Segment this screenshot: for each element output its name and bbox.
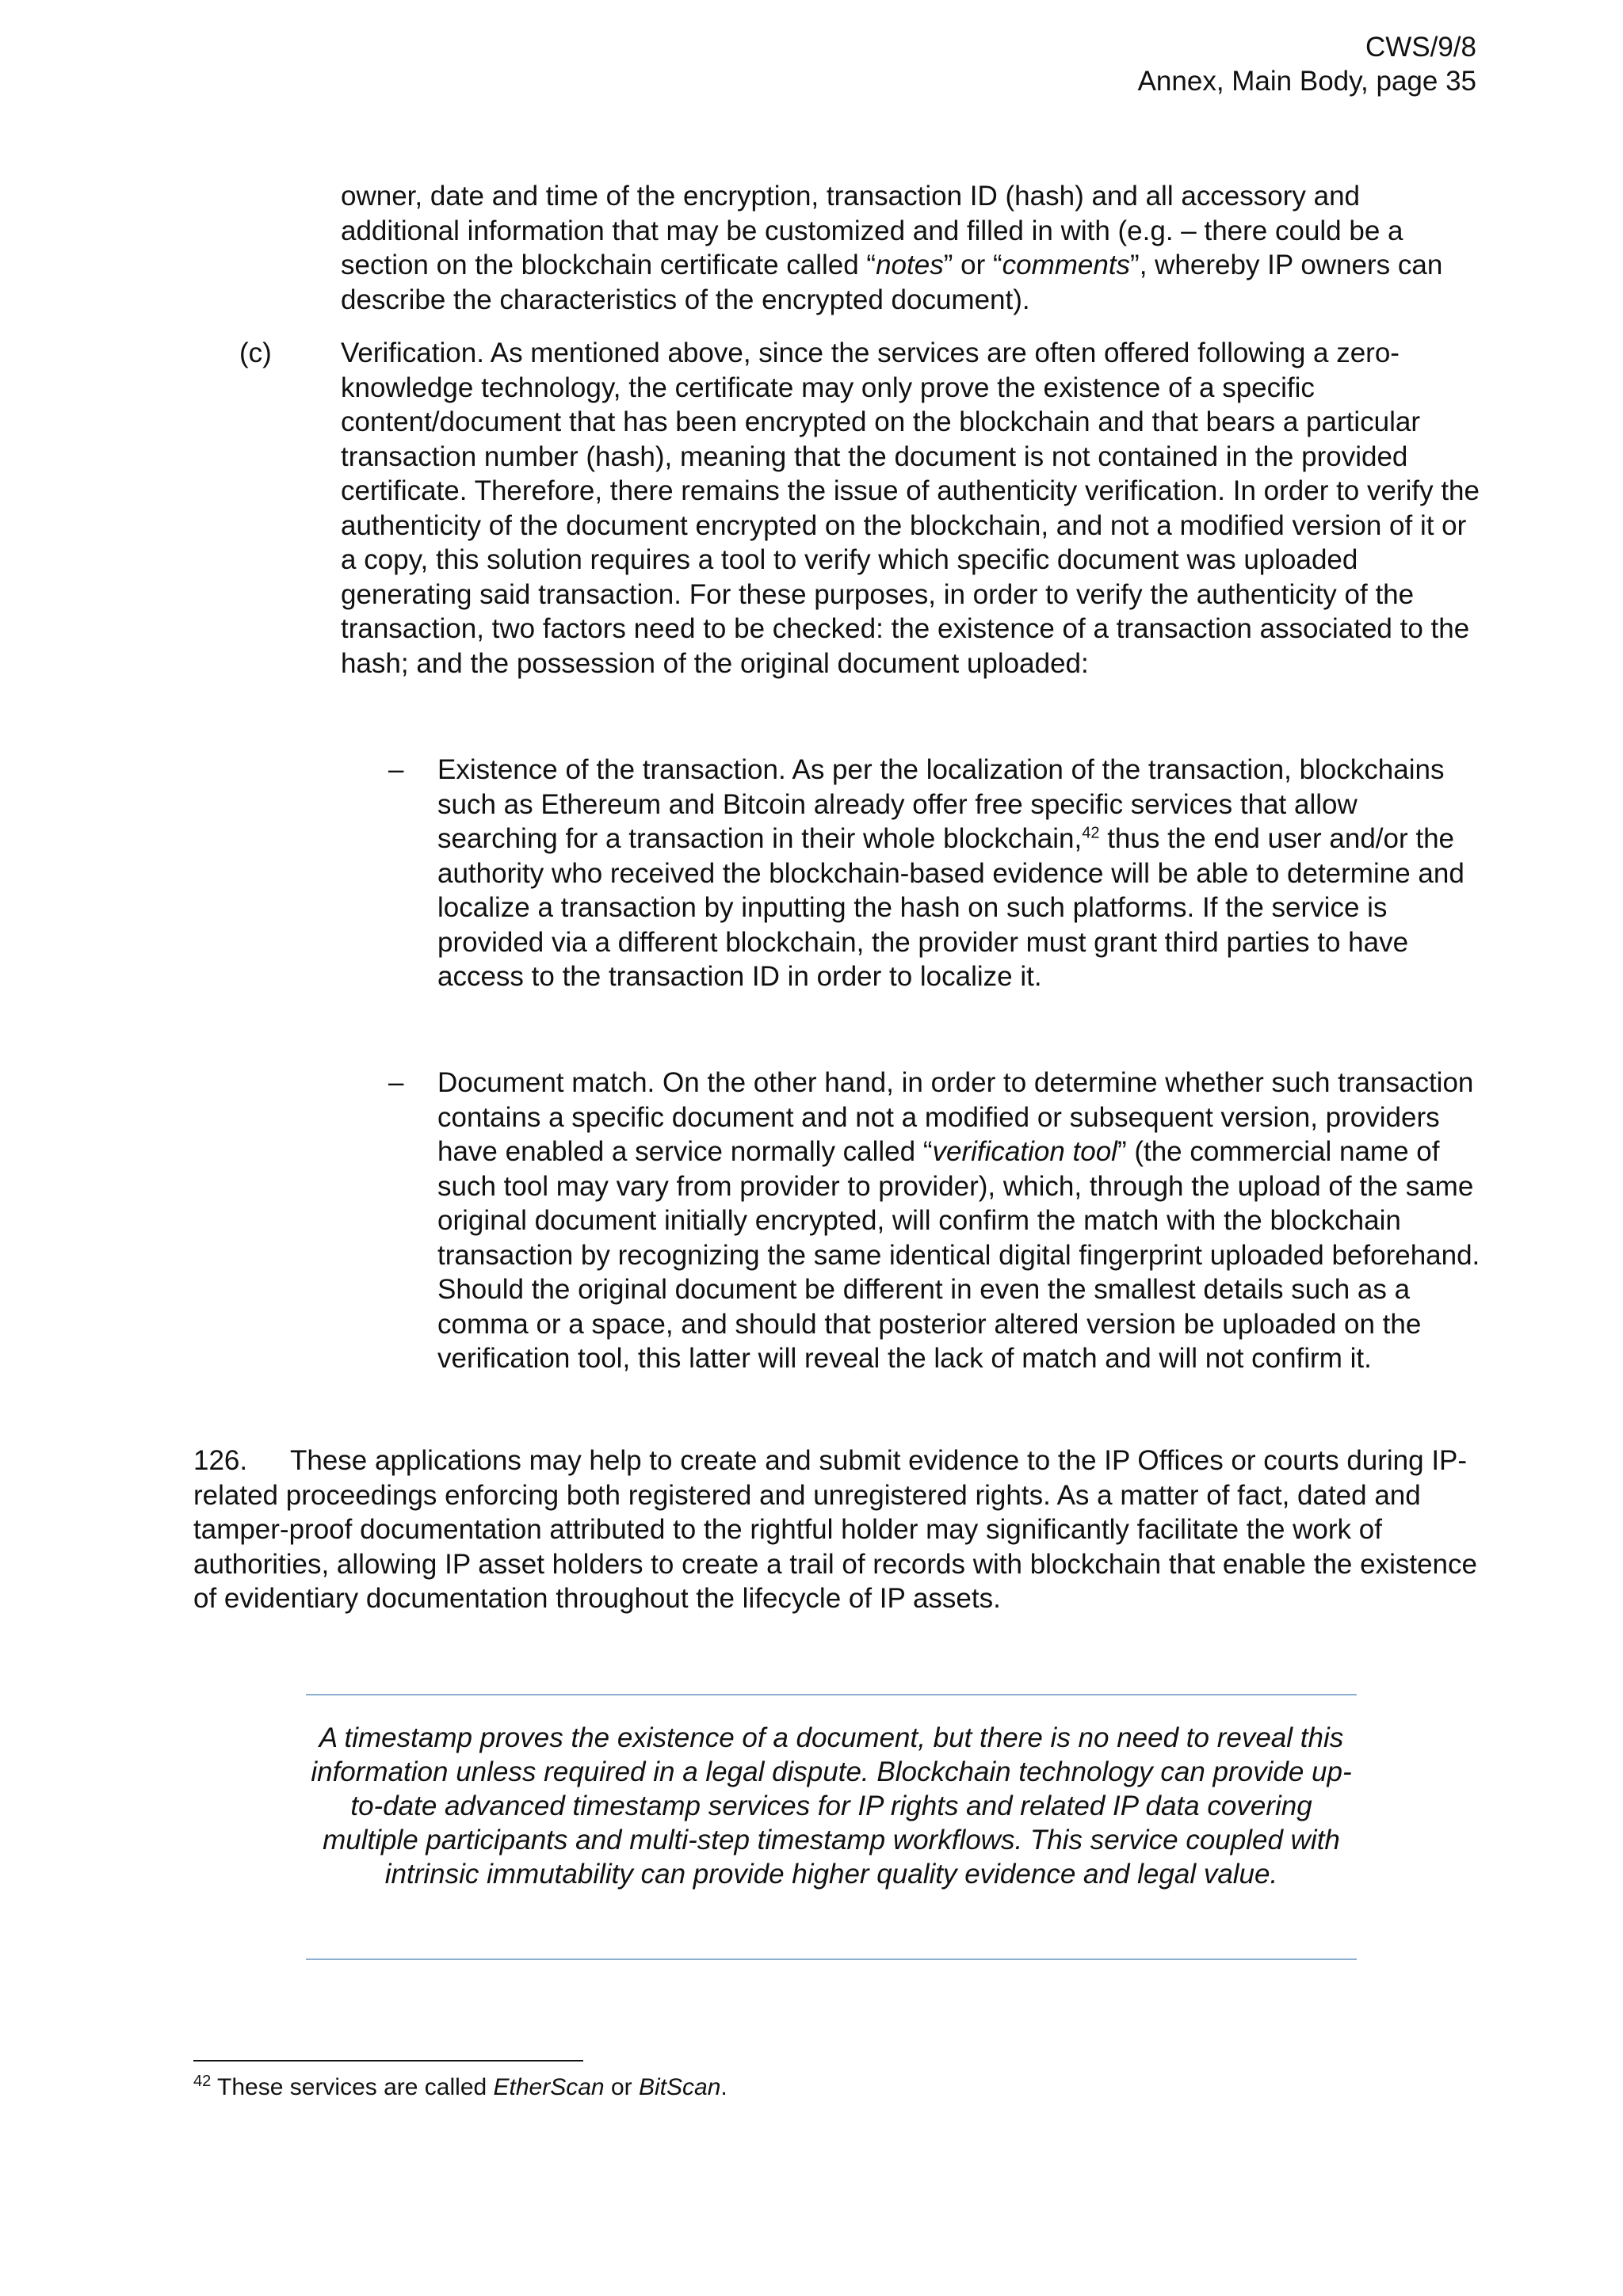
verification-tool-term: verification tool	[932, 1136, 1117, 1167]
document-code: CWS/9/8	[1365, 32, 1476, 63]
etherscan-name: EtherScan	[493, 2074, 605, 2100]
item-label: (c)	[239, 338, 272, 368]
page-reference: Annex, Main Body, page 35	[1137, 66, 1476, 97]
paragraph-126	[193, 1444, 1485, 1616]
continuation-paragraph: owner, date and time of the encryption, transaction ID (hash) and all accessory and additional information that may be customized and filled in with (e.g. – there could be a section on the blockchain certificate called “notes” or “comments”, whereby IP owners can describe the characteristics of the encrypted document).	[341, 181, 1443, 315]
footnote-42: $^{42}$ These services are called EtherScan or BitScan.	[193, 2073, 727, 2100]
paragraph-text: These applications may help to create and submit evidence to the IP Offices or courts during IP-related proceedings enforcing both registered and unregistered rights. As a matter of fact, dated and tamper-proof documentation attributed to the rightful holder may significantly facilitate the work of authorities, allowing IP asset holders to create a trail of records with blockchain that enable the existence of evidentiary documentation throughout the lifecycle of IP assets.	[193, 1445, 1477, 1614]
footnote-number: 42	[193, 2073, 212, 2090]
verification-paragraph: Verification. As mentioned above, since the services are often offered following a zero-knowledge technology, the certificate may only prove the existence of a specific content/document that has been encrypted on the blockchain and that bears a particular transaction number (hash), meaning that the document is not contained in the provided certificate. Therefore, there remains the issue of authenticity verification. In order to verify the authenticity of the document encrypted on the blockchain, and not a modified version of it or a copy, this solution requires a tool to verify which specific document was uploaded generating said transaction. For these purposes, in order to verify the authenticity of the transaction, two factors need to be checked: the existence of a transaction associated to the hash; and the possession of the original document uploaded:	[341, 338, 1480, 679]
page-header	[1138, 30, 1476, 98]
footnote-reference[interactable]: 42	[1082, 824, 1100, 842]
dash-bullet: –	[388, 1067, 404, 1098]
dash-bullet: –	[388, 754, 404, 785]
paragraph-number: 126.	[193, 1445, 248, 1476]
notes-term: notes	[876, 250, 944, 280]
callout-text: A timestamp proves the existence of a document, but there is no need to reveal this information unless required in a legal dispute. Blockchain technology can provide up-to-date advanced timestamp services for IP rights and related IP data covering multiple participants and multi-step timestamp workflows. This service coupled with intrinsic immutability can provide higher quality evidence and legal value.	[311, 1722, 1352, 1890]
comments-term: comments	[1002, 250, 1131, 280]
callout-box	[306, 1694, 1357, 1960]
footnote-separator	[193, 2060, 583, 2061]
document-page: CWS/9/8 Annex, Main Body, page 35 owner, date and time of the encryption, transaction ID (hash) and all accessory and additional information that may be customized and filled in with (e.g. – there could be a section on the blockchain certificate called “notes” or “comments”, whereby IP owners can describe the characteristics of the encrypted document). (c) Verification. As mentioned above, since the services are often offered following a zero-knowledge technology, the certificate may only prove the existence of a specific content/document that has been encrypted on the blockchain and that bears a particular transaction number (hash), meaning that the document is not contained in the provided certificate. Therefore, there remains the issue of authenticity verification. In order to verify the authenticity of the document encrypted on the blockchain, and not a modified version of it or a copy, this solution requires a tool to verify which specific document was uploaded generating said transaction. For these purposes, in order to verify the authenticity of the transaction, two factors need to be checked: the existence of a transaction associated to the hash; and the possession of the original document uploaded: – Existence of the transaction. As per the localization of the transaction, blockchains such as Ethereum and Bitcoin already offer free specific services that allow searching for a transaction in their whole blockchain,$^{42}$ thus the end user and/or the authority who received the blockchain-based evidence will be able to determine and localize a transaction by inputting the hash on such platforms. If the service is provided via a different blockchain, the provider must grant third parties to have access to the transaction ID in order to localize it. – Document match. On the other hand, in order to determine whether such transaction contains a specific document and not a modified or subsequent version, providers have enabled a service normally called “verification tool” (the commercial name of such tool may vary from provider to provider), which, through the upload of the same original document initially encrypted, will confirm the match with the blockchain transaction by recognizing the same identical digital fingerprint uploaded beforehand. Should the original document be different in even the smallest details such as a comma or a space, and should that posterior altered version be uploaded on the verification tool, this latter will reveal the lack of match and will not confirm it. 126. These applications may help to create and submit evidence to the IP Offices or courts during IP-related proceedings enforcing both registered and unregistered rights. As a matter of fact, dated and tamper-proof documentation attributed to the rightful holder may significantly facilitate the work of authorities, allowing IP asset holders to create a trail of records with blockchain that enable the existence of evidentiary documentation throughout the lifecycle of IP assets. A timestamp proves the existence of a document, but there is no need to reveal this information unless required in a legal dispute. Blockchain technology can provide up-to-date advanced timestamp services for IP rights and related IP data covering multiple participants and multi-step timestamp workflows. This service coupled with intrinsic immutability can provide higher quality evidence and legal value. $^{42}$ These services are called EtherScan or BitScan.	[0, 0, 1623, 2296]
bitscan-name: BitScan	[638, 2074, 721, 2100]
